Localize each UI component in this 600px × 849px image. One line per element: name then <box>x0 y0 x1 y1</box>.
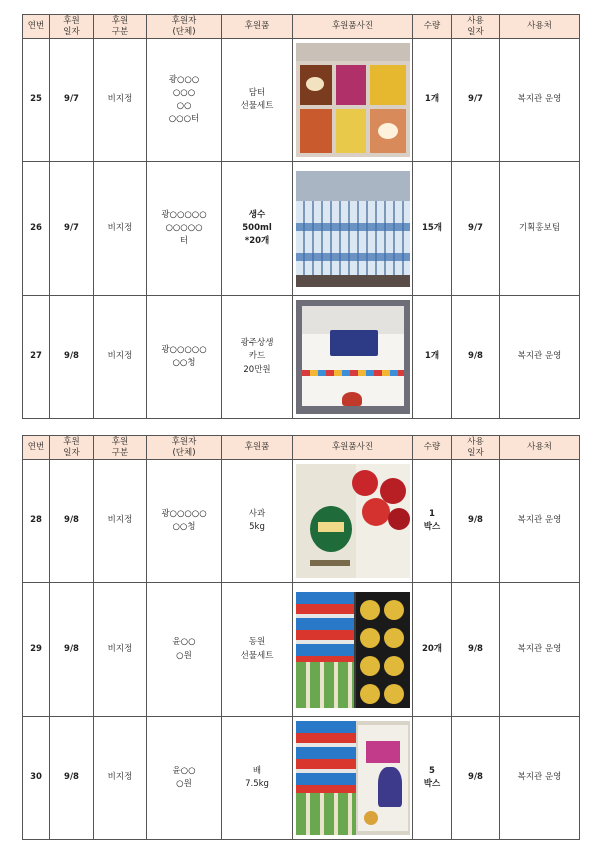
row-no: 25 <box>23 39 50 162</box>
col-header-date: 후원 일자 <box>50 436 94 460</box>
col-header-type: 후원 구분 <box>94 436 147 460</box>
header-row <box>23 436 580 460</box>
row-use-date: 9/8 <box>452 296 500 419</box>
table-row <box>23 583 580 717</box>
col-header-date: 후원 일자 <box>50 15 94 39</box>
row-qty: 1 박스 <box>413 460 452 583</box>
row-item: 동원 선물세트 <box>222 583 293 717</box>
pear-boxes-photo <box>296 721 410 835</box>
row-item: 사과 5kg <box>222 460 293 583</box>
apple-box-photo <box>296 464 410 578</box>
row-photo-cell <box>293 583 413 717</box>
row-donor: 광○○○ ○○○ ○○ ○○○터 <box>147 39 222 162</box>
row-donor: 윤○○ ○원 <box>147 583 222 717</box>
row-use-date: 9/8 <box>452 583 500 717</box>
table-row <box>23 296 580 419</box>
row-date: 9/8 <box>50 296 94 419</box>
row-qty: 20개 <box>413 583 452 717</box>
gift-card-photo <box>296 300 410 414</box>
row-item: 광주상생 카드 20만원 <box>222 296 293 419</box>
col-header-no: 연번 <box>23 15 50 39</box>
col-header-place: 사용처 <box>500 436 580 460</box>
row-photo-cell <box>293 39 413 162</box>
row-date: 9/8 <box>50 460 94 583</box>
row-type: 비지정 <box>94 583 147 717</box>
header-row <box>23 15 580 39</box>
row-type: 비지정 <box>94 460 147 583</box>
col-header-photo: 후원품사진 <box>293 15 413 39</box>
row-type: 비지정 <box>94 39 147 162</box>
col-header-use-date: 사용 일자 <box>452 436 500 460</box>
row-place: 복지관 운영 <box>500 460 580 583</box>
row-use-date: 9/8 <box>452 460 500 583</box>
donation-table-2 <box>22 435 580 840</box>
row-use-date: 9/7 <box>452 162 500 296</box>
row-donor: 윤○○ ○원 <box>147 717 222 840</box>
row-no: 29 <box>23 583 50 717</box>
table-row <box>23 717 580 840</box>
row-no: 28 <box>23 460 50 583</box>
col-header-place: 사용처 <box>500 15 580 39</box>
row-use-date: 9/7 <box>452 39 500 162</box>
row-photo-cell <box>293 717 413 840</box>
row-donor: 광○○○○○ ○○청 <box>147 460 222 583</box>
donation-table-1 <box>22 14 580 419</box>
table-row <box>23 162 580 296</box>
row-type: 비지정 <box>94 162 147 296</box>
row-place: 복지관 운영 <box>500 39 580 162</box>
table-row <box>23 460 580 583</box>
row-photo-cell <box>293 296 413 419</box>
col-header-qty: 수량 <box>413 15 452 39</box>
row-use-date: 9/8 <box>452 717 500 840</box>
row-date: 9/7 <box>50 162 94 296</box>
row-photo-cell <box>293 460 413 583</box>
row-place: 복지관 운영 <box>500 583 580 717</box>
canned-gift-sets-photo <box>296 592 410 708</box>
row-type: 비지정 <box>94 717 147 840</box>
col-header-item: 후원품 <box>222 436 293 460</box>
row-place: 복지관 운영 <box>500 296 580 419</box>
col-header-donor: 후원자 (단체) <box>147 436 222 460</box>
row-no: 27 <box>23 296 50 419</box>
col-header-photo: 후원품사진 <box>293 436 413 460</box>
row-qty: 1개 <box>413 296 452 419</box>
row-item: 생수 500ml *20개 <box>222 162 293 296</box>
row-place: 기획홍보팀 <box>500 162 580 296</box>
col-header-no: 연번 <box>23 436 50 460</box>
col-header-type: 후원 구분 <box>94 15 147 39</box>
table-row <box>23 39 580 162</box>
row-no: 26 <box>23 162 50 296</box>
row-item: 배 7.5kg <box>222 717 293 840</box>
water-bottles-photo <box>296 171 410 287</box>
row-qty: 15개 <box>413 162 452 296</box>
row-photo-cell <box>293 162 413 296</box>
row-date: 9/8 <box>50 717 94 840</box>
col-header-qty: 수량 <box>413 436 452 460</box>
row-place: 복지관 운영 <box>500 717 580 840</box>
row-date: 9/7 <box>50 39 94 162</box>
gift-boxes-photo <box>296 43 410 157</box>
row-donor: 광○○○○○ ○○○○○ 터 <box>147 162 222 296</box>
row-qty: 1개 <box>413 39 452 162</box>
row-item: 담터 선물세트 <box>222 39 293 162</box>
row-type: 비지정 <box>94 296 147 419</box>
row-donor: 광○○○○○ ○○청 <box>147 296 222 419</box>
row-qty: 5 박스 <box>413 717 452 840</box>
col-header-item: 후원품 <box>222 15 293 39</box>
row-no: 30 <box>23 717 50 840</box>
col-header-donor: 후원자 (단체) <box>147 15 222 39</box>
col-header-use-date: 사용 일자 <box>452 15 500 39</box>
row-date: 9/8 <box>50 583 94 717</box>
